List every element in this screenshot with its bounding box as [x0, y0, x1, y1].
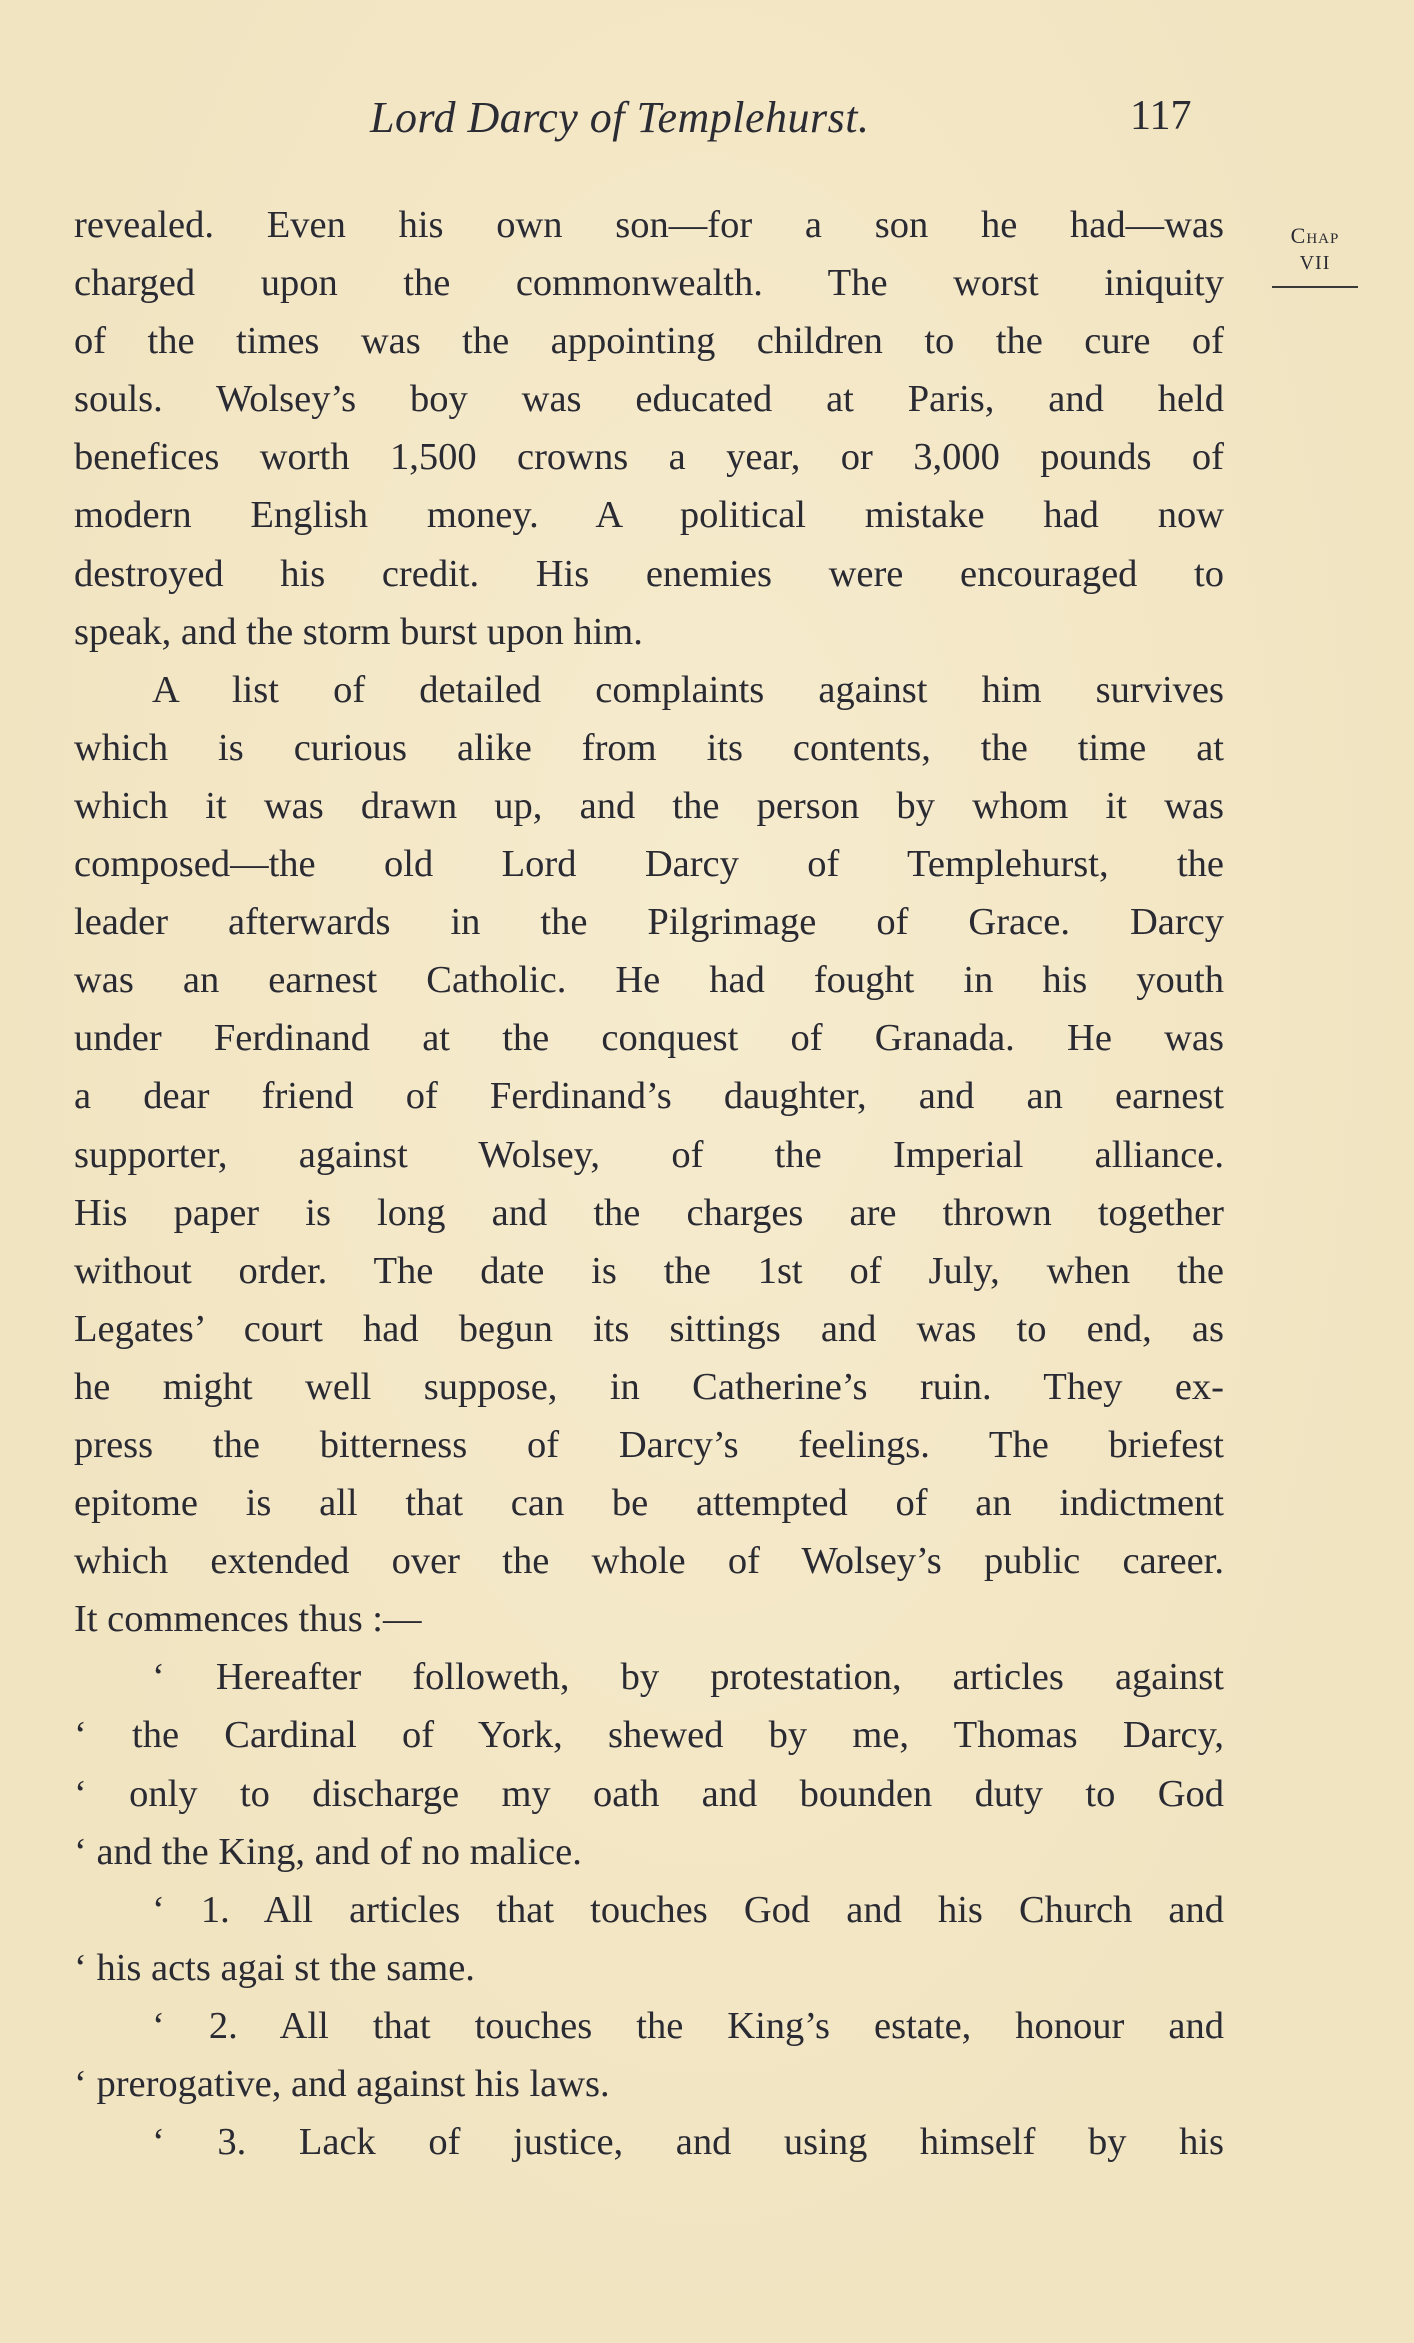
text-line: supporter, against Wolsey, of the Imperial alliance.	[74, 1133, 1224, 1176]
text-line: His paper is long and the charges are thrown together	[74, 1191, 1224, 1234]
text-line: ‘ 1. All articles that touches God and his Church and	[152, 1888, 1224, 1931]
text-line: was an earnest Catholic. He had fought in his youth	[74, 959, 1224, 1002]
text-line: speak, and the storm burst upon him.	[74, 610, 643, 653]
text-line: leader afterwards in the Pilgrimage of Grace. Darcy	[74, 901, 1224, 944]
margin-rule	[1272, 286, 1358, 288]
text-line: ‘ the Cardinal of York, shewed by me, Thomas Darcy,	[74, 1714, 1224, 1757]
margin-chapter-label: Chap	[1290, 223, 1340, 248]
text-line: of the times was the appointing children to the cure of	[74, 320, 1224, 363]
text-line: ‘ Hereafter followeth, by protestation, articles against	[152, 1656, 1224, 1699]
text-line: modern English money. A political mistake had now	[74, 494, 1224, 537]
text-line: revealed. Even his own son—for a son he had—was	[74, 204, 1224, 246]
margin-chapter-number: VII	[1299, 252, 1331, 274]
text-line: charged upon the commonwealth. The worst iniquity	[74, 262, 1224, 305]
text-line: composed—the old Lord Darcy of Templehurst, the	[74, 843, 1224, 886]
text-line: It commences thus :—	[74, 1598, 422, 1641]
text-line: press the bitterness of Darcy’s feelings. The briefest	[74, 1423, 1224, 1466]
text-line: which it was drawn up, and the person by whom it was	[74, 784, 1224, 827]
text-line: A list of detailed complaints against him survives	[152, 668, 1224, 711]
text-line: souls. Wolsey’s boy was educated at Paris, and held	[74, 378, 1224, 421]
text-line: ‘ 3. Lack of justice, and using himself by his	[152, 2121, 1224, 2164]
running-title: Lord Darcy of Templehurst.	[370, 93, 870, 142]
text-line: Legates’ court had begun its sittings and was to end, as	[74, 1307, 1224, 1350]
text-line: which is curious alike from its contents, the time at	[74, 726, 1224, 769]
text-line: a dear friend of Ferdinand’s daughter, and an earnest	[74, 1075, 1224, 1118]
body-text	[74, 196, 1224, 2171]
text-line: without order. The date is the 1st of July, when the	[74, 1249, 1224, 1292]
text-line: which extended over the whole of Wolsey’s public career.	[74, 1540, 1224, 1583]
page-header	[0, 92, 1414, 152]
text-line: epitome is all that can be attempted of an indictment	[74, 1482, 1224, 1525]
text-line: ‘ only to discharge my oath and bounden duty to God	[74, 1772, 1224, 1815]
text-line: destroyed his credit. His enemies were encouraged to	[74, 552, 1224, 595]
page-number: 117	[1130, 93, 1192, 139]
text-line: ‘ and the King, and of no malice.	[74, 1830, 582, 1873]
text-line: under Ferdinand at the conquest of Granada. He was	[74, 1017, 1224, 1060]
text-line: ‘ prerogative, and against his laws.	[74, 2063, 610, 2105]
margin-chapter-note	[1272, 222, 1358, 288]
text-line: ‘ his acts agai st the same.	[74, 1946, 475, 1989]
text-line: he might well suppose, in Catherine’s ruin. They ex-	[74, 1365, 1224, 1408]
text-line: benefices worth 1,500 crowns a year, or 3,000 pounds of	[74, 436, 1224, 479]
text-line: ‘ 2. All that touches the King’s estate, honour and	[152, 2004, 1224, 2047]
